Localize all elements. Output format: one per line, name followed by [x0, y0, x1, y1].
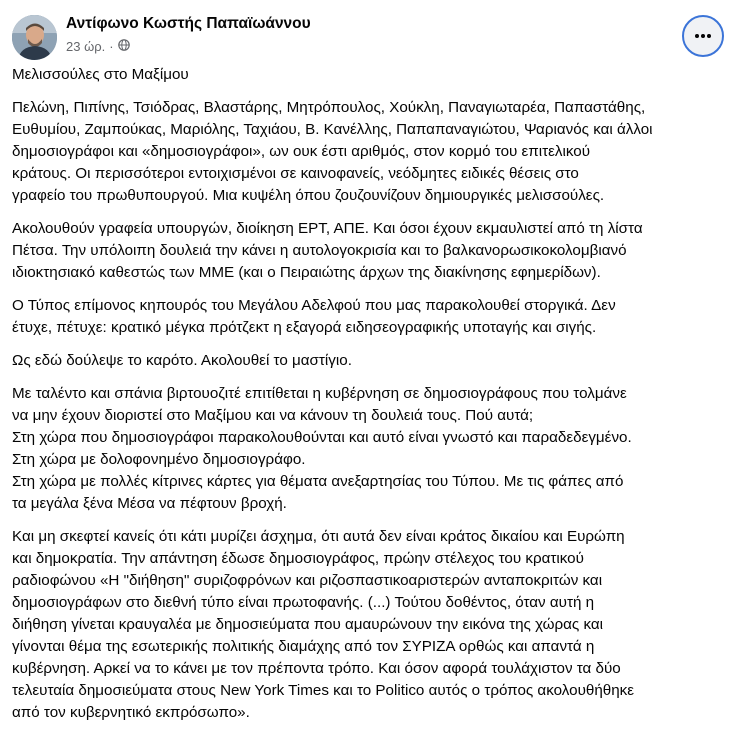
meta-separator: ·	[109, 39, 114, 54]
post-text-line: Ευθυμίου, Ζαμπούκας, Μαριόλης, Ταχιάου, Β. Κανέλλης, Παπαπαναγιώτου, Ψαριανός και άλλοι	[12, 121, 653, 138]
globe-icon	[118, 39, 130, 54]
post-text-line: τα μεγάλα ξένα Μέσα να πέφτουν βροχή.	[12, 495, 287, 512]
post-text-line: Και μη σκεφτεί κανείς ότι κάτι μυρίζει άσχημα, ότι αυτά δεν είναι κράτος δικαίου και Ευρώπη	[12, 528, 625, 545]
post-paragraph	[12, 526, 734, 724]
author-name[interactable]: Αντίφωνο Κωστής Παπαϊωάννου	[66, 15, 311, 32]
post-body	[12, 64, 734, 735]
post-header	[12, 6, 732, 62]
avatar-image	[12, 15, 57, 60]
post-paragraph	[12, 383, 734, 515]
avatar[interactable]	[12, 15, 57, 60]
post-paragraph	[12, 295, 734, 339]
post-text-line: δημοσιογράφοι και «δημοσιογράφοι», ων ουκ έστι αριθμός, στον κορμό του επιτελικού	[12, 143, 591, 160]
post-text-line: τελευταία δημοσιεύματα στους New York Times και το Politico αυτός ο τρόπος ακολουθήθηκε	[12, 682, 635, 699]
post-text-line: διήθηση γίνεται κραυγαλέα με δημοσιεύματα που αμαυρώνουν την εικόνα της χώρας και	[12, 616, 604, 633]
post-text-line: ιδιοκτησιακό καθεστώς των ΜΜΕ (και ο Πειραιώτης άρχων της διακίνησης εφημερίδων).	[12, 264, 601, 281]
post-text-line: κράτους. Οι περισσότεροι εντοιχισμένοι σε καινοφανείς, νεόδμητες ειδικές θέσεις στο	[12, 165, 579, 182]
post-text-line: έτυχε, πέτυχε: κρατικό μέγκα πρότζεκτ η εξαγορά ειδησεογραφικής υποταγής και σιγής.	[12, 319, 597, 336]
post-text-line: γίνονται θέμα της εσωτερικής πολιτικής διαμάχης από τον ΣΥΡΙΖΑ ορθώς και απαντά η	[12, 638, 595, 655]
post-text-line: Στη χώρα με πολλές κίτρινες κάρτες για θέματα ανεξαρτησίας του Τύπου. Με τις φάπες από	[12, 473, 624, 490]
post-text-line: Στη χώρα που δημοσιογράφοι παρακολουθούνται και αυτό είναι γνωστό και παραδεδεγμένο.	[12, 429, 632, 446]
more-options-icon	[694, 33, 712, 39]
post-text-line: και δημοκρατία. Την απάντηση έδωσε δημοσιογράφος, πρώην στέλεχος του κρατικού	[12, 550, 584, 567]
post-text-line: Μελισσούλες στο Μαξίμου	[12, 66, 189, 83]
post-text-line: Ως εδώ δούλεψε το καρότο. Ακολουθεί το μαστίγιο.	[12, 352, 352, 369]
post-text-line: Πέτσα. Την υπόλοιπη δουλειά την κάνει η αυτολογοκρισία και το βαλκανορωσικοκολομβιανό	[12, 242, 627, 259]
post-text-line: από τον κυβερνητικό εκπρόσωπο».	[12, 704, 250, 721]
post-text-line: δημοσιογράφων στο διεθνή τύπο είναι πρωτοφανής. (...) Τούτου δοθέντος, όταν αυτή η	[12, 594, 595, 611]
post-text-line: Ακολουθούν γραφεία υπουργών, διοίκηση ΕΡΤ, ΑΠΕ. Και όσοι έχουν εκμαυλιστεί από τη λίστα	[12, 220, 643, 237]
post-text-line: Πελώνη, Πιπίνης, Τσιόδρας, Βλαστάρης, Μητρόπουλος, Χούκλη, Παναγιωταρέα, Παπαστάθης,	[12, 99, 646, 116]
post-text-line: Ο Τύπος επίμονος κηπουρός του Μεγάλου Αδελφού που μας παρακολουθεί στοργικά. Δεν	[12, 297, 616, 314]
post-paragraph	[12, 218, 734, 284]
post-meta	[66, 39, 130, 54]
post-text-line: να μην έχουν διοριστεί στο Μαξίμου και να κάνουν τη δουλειά τους. Πού αυτά;	[12, 407, 534, 424]
post-text-line: γραφείο του πρωθυπουργού. Μια κυψέλη όπου ζουζουνίζουν δημιουργικές μελισσούλες.	[12, 187, 605, 204]
post-paragraph	[12, 64, 734, 86]
post-text-line: ραδιοφώνου «Η "διήθηση" συριζοφρόνων και ριζοσπαστικοαριστερών ανταποκριτών και	[12, 572, 603, 589]
post-paragraph	[12, 350, 734, 372]
post-text-line: Στη χώρα με δολοφονημένο δημοσιογράφο.	[12, 451, 306, 468]
post-paragraph	[12, 97, 734, 207]
post-time[interactable]: 23 ώρ.	[66, 39, 106, 54]
more-options-button[interactable]	[682, 15, 724, 57]
post-text-line: Με ταλέντο και σπάνια βιρτουοζιτέ επιτίθεται η κυβέρνηση σε δημοσιογράφους που τολμάνε	[12, 385, 627, 402]
post-text-line: κυβέρνηση. Αρκεί να το κάνει με τον πρέποντα τρόπο. Και όσον αφορά τουλάχιστον τα δύο	[12, 660, 621, 677]
